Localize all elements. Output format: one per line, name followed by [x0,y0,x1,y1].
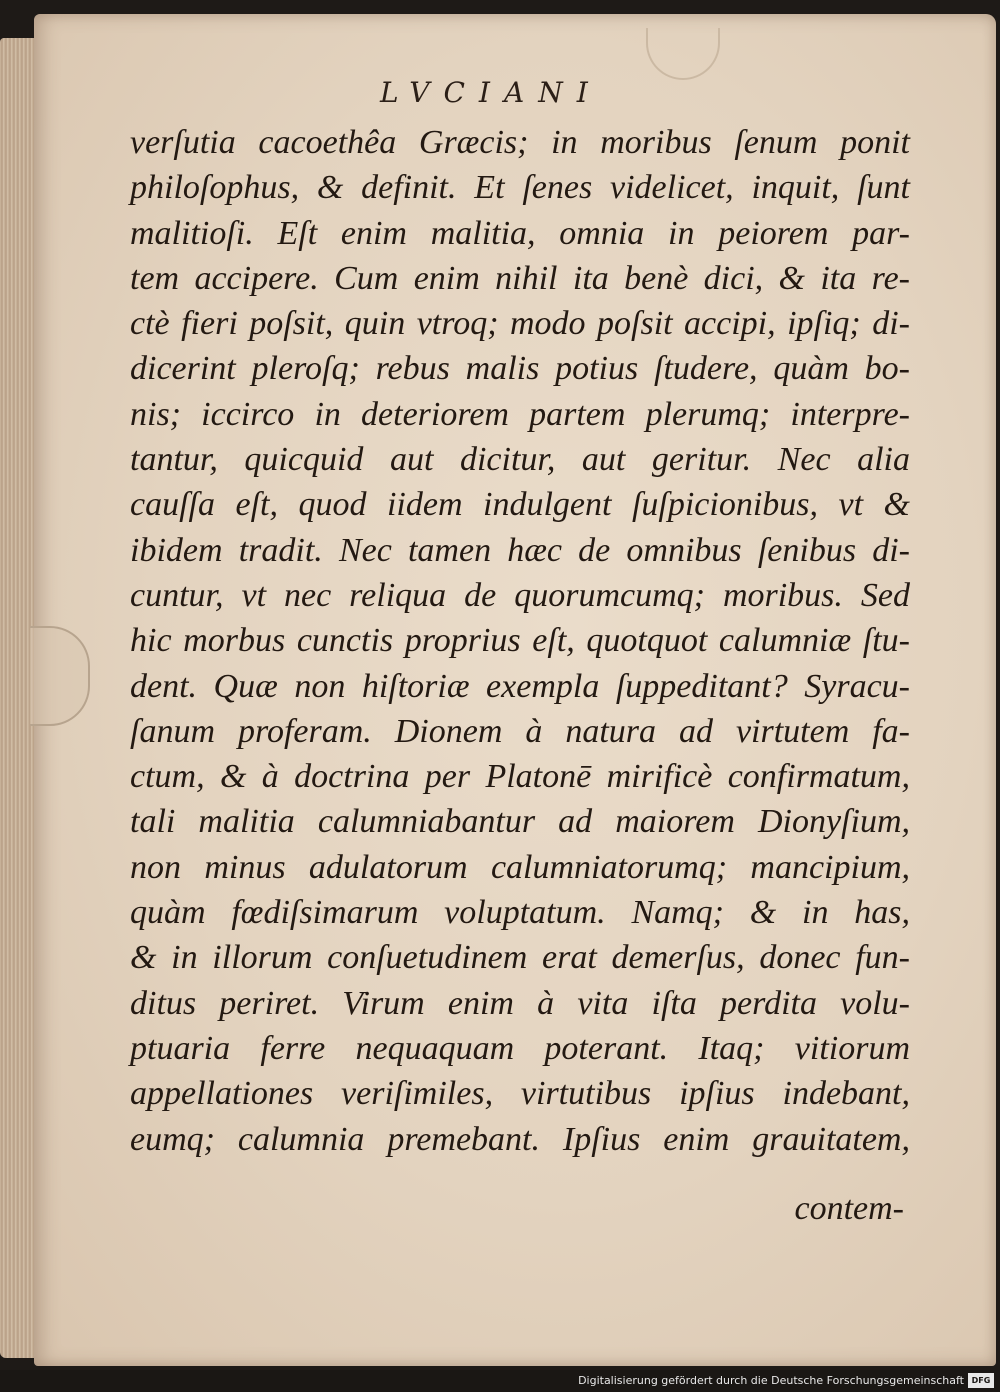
text-line: appellationes veriſimiles, virtutibus ipſius indebant, [130,1075,910,1113]
catchword: contem- [794,1190,904,1227]
text-line: tantur, quicquid aut dicitur, aut geritur. Nec alia [130,441,910,479]
text-line: ibidem tradit. Nec tamen hæc de omnibus ſenibus di- [130,531,910,569]
text-line: dicerint pleroſq; rebus malis potius ſtudere, quàm bo- [130,350,910,388]
text-line: quàm fœdiſsimarum voluptatum. Namq; & in has, [130,894,910,932]
text-line: non minus adulatorum calumniatorumq; mancipium, [130,848,910,886]
text-line: nis; iccirco in deteriorem partem plerumq; interpre- [130,395,910,433]
text-line: cuntur, vt nec reliqua de quorumcumq; moribus. Sed [130,576,910,614]
page-fold [646,28,720,80]
text-line: ctum, & à doctrina per Platonē mirificè confirmatum, [130,758,910,796]
text-line: tali malitia calumniabantur ad maiorem Dionyſium, [130,803,910,841]
text-line: ſanum proferam. Dionem à natura ad virtutem fa- [130,712,910,750]
page-tab [30,626,90,726]
footer-credit: Digitalisierung gefördert durch die Deutsche Forschungsgemeinschaft [578,1374,964,1387]
text-line: ctè fieri poſsit, quin vtroq; modo poſsit accipi, ipſiq; di- [130,305,910,343]
text-line: ditus periret. Virum enim à vita iſta perdita volu- [130,984,910,1022]
text-line: verſutia cacoethêa Græcis; in moribus ſenum ponit [130,124,910,161]
text-line: cauſſa eſt, quod iidem indulgent ſuſpicionibus, vt & [130,486,910,524]
text-line: eumq; calumnia premebant. Ipſius enim grauitatem, [130,1120,910,1158]
footer-bar [0,1370,1000,1392]
body-text [130,120,910,1162]
text-line: ptuaria ferre nequaquam poterant. Itaq; vitiorum [130,1029,910,1067]
running-head: LVCIANI [380,76,602,109]
text-line: tem accipere. Cum enim nihil ita benè dici, & ita re- [130,259,910,297]
text-line: dent. Quæ non hiſtoriæ exempla ſuppeditant? Syracu- [130,667,910,705]
text-line: & in illorum conſuetudinem erat demerſus, donec fun- [130,939,910,977]
text-line: philoſophus, & definit. Et ſenes videlicet, inquit, ſunt [130,169,910,207]
dfg-logo: DFG [968,1373,994,1388]
text-line: malitioſi. Eſt enim malitia, omnia in peiorem par- [130,214,910,252]
text-line: hic morbus cunctis proprius eſt, quotquot calumniæ ſtu- [130,622,910,660]
